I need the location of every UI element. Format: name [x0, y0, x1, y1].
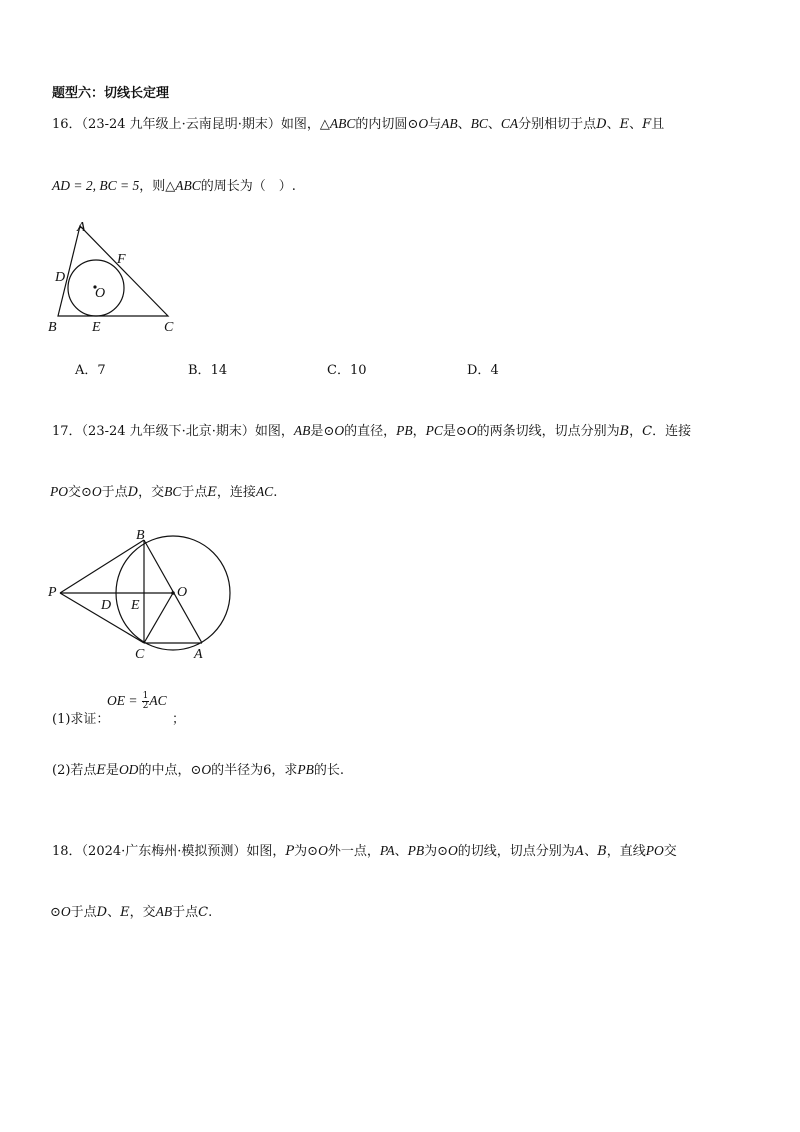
section-heading: 题型六：切线长定理 [52, 86, 170, 101]
label-A: A [194, 647, 203, 662]
segment-co [144, 593, 173, 643]
label-B: B [136, 528, 145, 543]
fraction-one-half: $\frac{1}{2}$ [142, 691, 149, 711]
q17-line2: PO交⊙O于点D，交BC于点E，连接AC. [50, 484, 278, 500]
tangent-pb [60, 540, 144, 593]
center-dot [171, 591, 175, 595]
label-A: A [77, 220, 86, 235]
q17-figure [40, 525, 240, 665]
label-E: E [92, 320, 101, 335]
label-F: F [117, 252, 126, 267]
q16-figure [40, 218, 190, 338]
option-a[interactable]: A．7 [75, 363, 106, 378]
label-B: B [48, 320, 57, 335]
q18-line1: 18．（2024·广东梅州·模拟预测）如图，P为⊙O外一点，PA、PB为⊙O的切线，切点分别为A、B，直线PO交 [52, 843, 677, 859]
option-c[interactable]: C．10 [327, 363, 367, 378]
q18-line2: ⊙O于点D、E，交AB于点C. [50, 904, 213, 920]
label-D: D [101, 598, 112, 613]
option-b[interactable]: B．14 [188, 363, 228, 378]
label-E: E [131, 598, 140, 613]
label-D: D [55, 270, 66, 285]
q16-line1: 16．（23-24 九年级上·云南昆明·期末）如图，△ABC的内切圆⊙O与AB、BC、CA分别相切于点D、E、F且 [52, 116, 665, 132]
label-O: O [95, 286, 106, 301]
q17-part2: (2)若点E是OD的中点，⊙O的半径为6，求PB的长. [52, 762, 345, 778]
label-C: C [164, 320, 174, 335]
label-O: O [177, 585, 188, 600]
q16-line2: AD = 2, BC = 5，则△ABC的周长为（ ）. [52, 178, 296, 194]
label-P: P [48, 585, 57, 600]
label-C: C [135, 647, 145, 662]
q17-line1: 17．（23-24 九年级下·北京·期末）如图，AB是⊙O的直径，PB，PC是⊙O的两条切线，切点分别为B，C．连接 [52, 423, 692, 439]
option-d[interactable]: D．4 [467, 363, 499, 378]
